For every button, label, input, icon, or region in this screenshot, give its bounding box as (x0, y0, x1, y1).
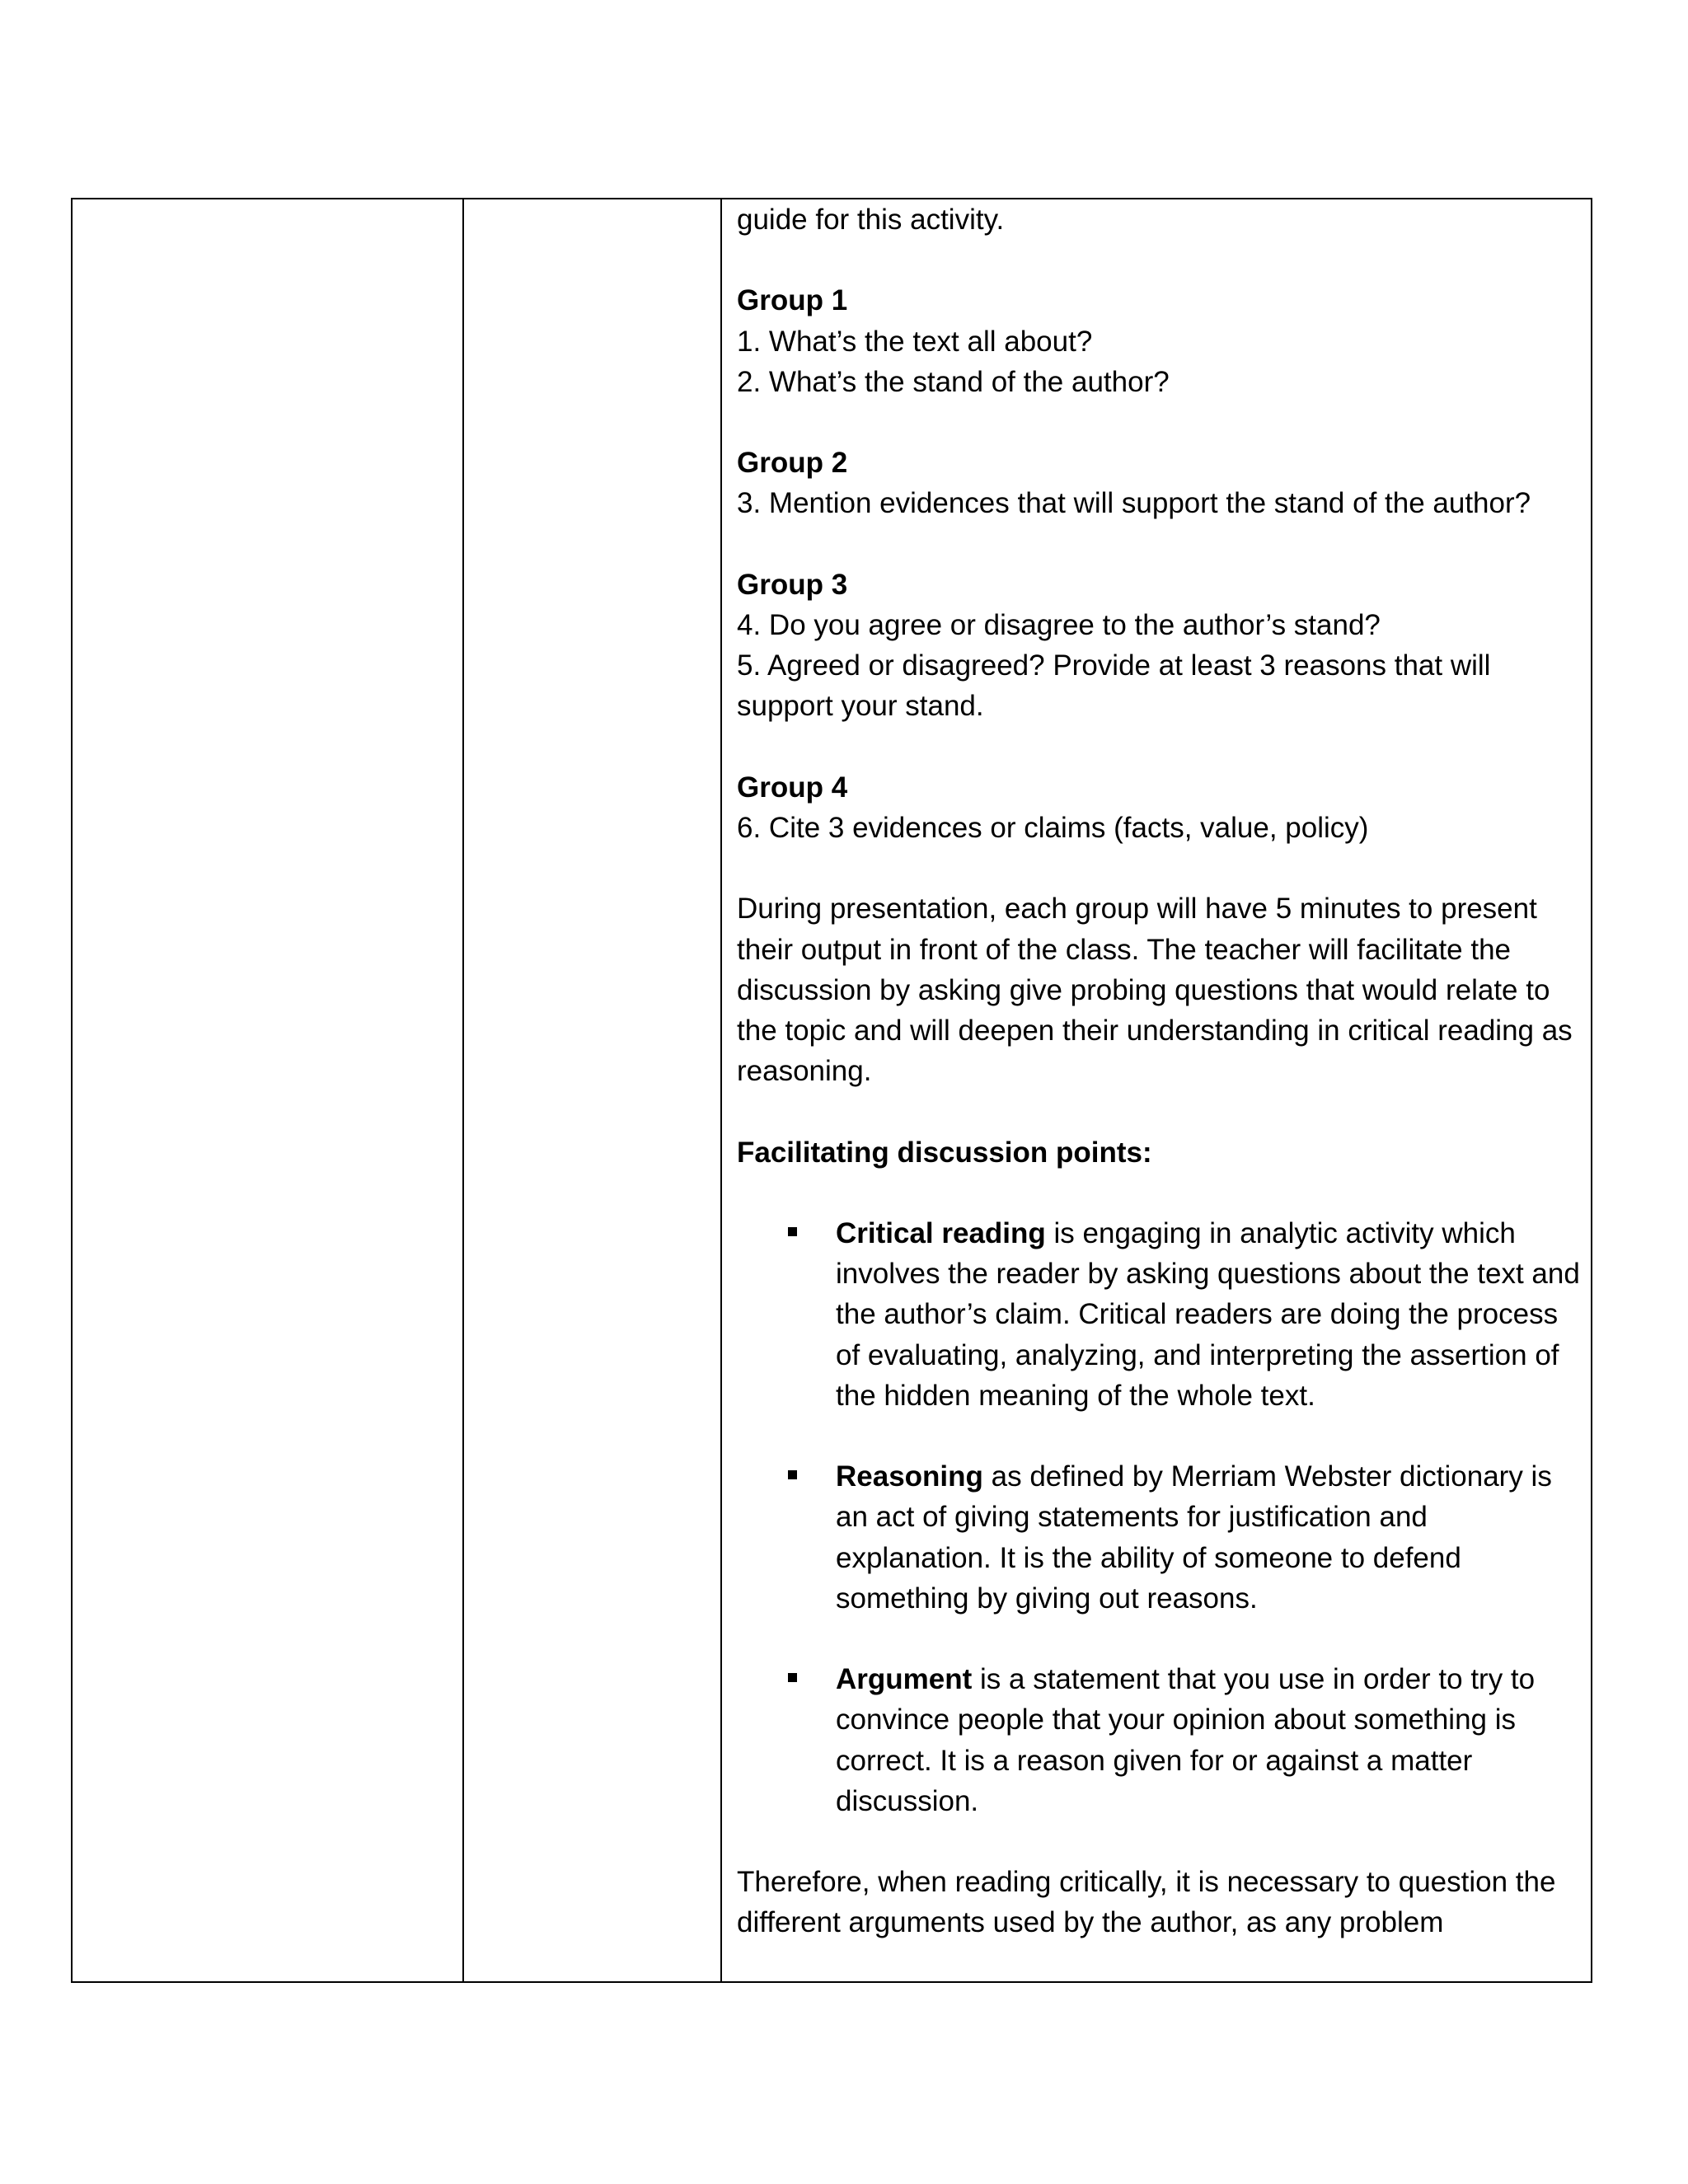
discussion-point-text: as defined by Merriam Webster dictionary is an act of giving statements for justification and explanation. It is the ability of someone to defend something by giving out reasons. (836, 1460, 1552, 1615)
square-bullet-icon (788, 1227, 797, 1236)
discussion-point-term: Reasoning (836, 1460, 983, 1493)
square-bullet-icon (788, 1673, 797, 1682)
column-divider-1 (462, 199, 464, 1981)
square-bullet-icon (788, 1470, 797, 1479)
intro-line: guide for this activity. (737, 204, 1005, 236)
group-4-heading: Group 4 (737, 771, 848, 804)
group-1-question-1: 1. What’s the text all about? (737, 325, 1093, 358)
group-3-question-5: 5. Agreed or disagreed? Provide at least 3 reasons that will support your stand. (737, 649, 1491, 723)
group-4-question-6: 6. Cite 3 evidences or claims (facts, value, policy) (737, 811, 1369, 844)
column-divider-2 (720, 199, 722, 1981)
discussion-point-term: Argument (836, 1663, 973, 1696)
discussion-point (737, 1213, 1581, 1416)
discussion-point-term: Critical reading (836, 1216, 1046, 1249)
discussion-point-text: is engaging in analytic activity which involves the reader by asking questions about the text and the author’s claim. Critical readers are doing the process of evaluating, analyzing, and interpreting the assertion of the hidden meaning of the whole text. (836, 1216, 1580, 1412)
lesson-plan-table (71, 198, 1592, 1983)
discussion-heading: Facilitating discussion points: (737, 1136, 1152, 1169)
group-3-heading: Group 3 (737, 568, 848, 601)
procedure-cell (737, 199, 1581, 1981)
discussion-points-list (737, 1213, 1581, 1821)
group-2-question-3: 3. Mention evidences that will support the stand of the author? (737, 487, 1531, 520)
group-1-heading: Group 1 (737, 284, 848, 317)
discussion-point-text: is a statement that you use in order to try to convince people that your opinion about something is correct. It is a reason given for or against a matter discussion. (836, 1663, 1536, 1817)
group-3-question-4: 4. Do you agree or disagree to the author’s stand? (737, 608, 1381, 641)
group-1-question-2: 2. What’s the stand of the author? (737, 365, 1170, 398)
group-2-heading: Group 2 (737, 447, 848, 480)
presentation-paragraph: During presentation, each group will have 5 minutes to present their output in front of the class. The teacher will facilitate the discussion by asking give probing questions that would relate to the topic and will deepen their understanding in critical reading as reasoning. (737, 893, 1573, 1088)
closing-paragraph: Therefore, when reading critically, it is necessary to question the different arguments used by the author, as any problem (737, 1866, 1556, 1939)
discussion-point (737, 1659, 1581, 1821)
discussion-point (737, 1456, 1581, 1619)
